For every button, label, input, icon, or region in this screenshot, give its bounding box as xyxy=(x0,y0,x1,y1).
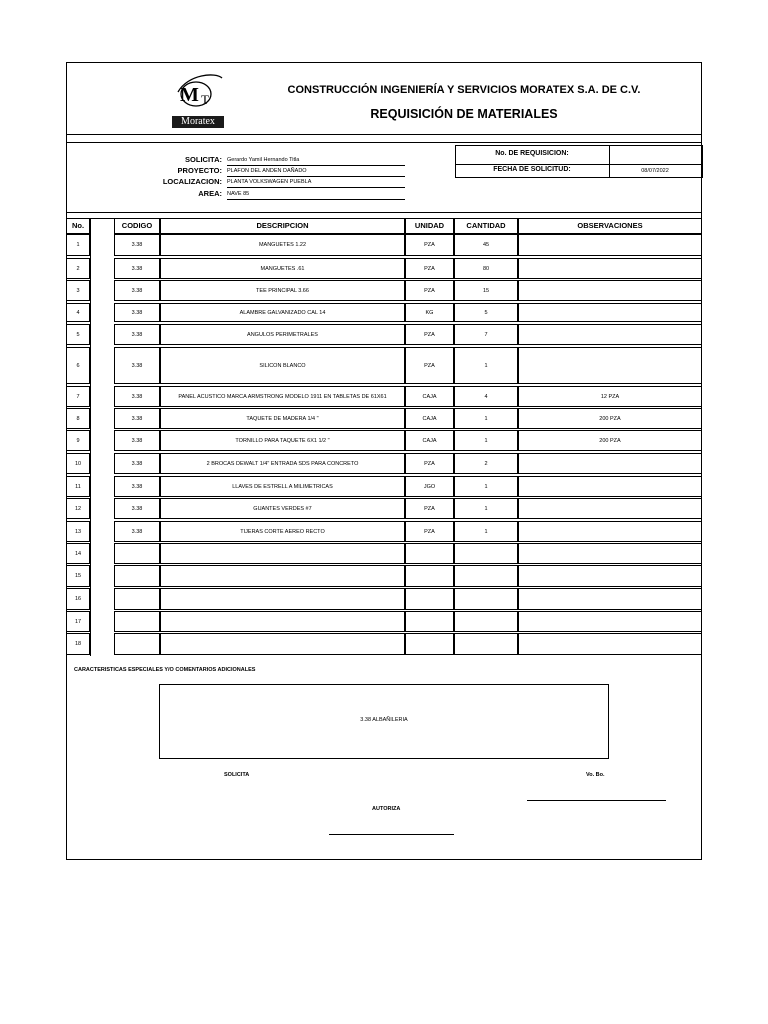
row-number: 4 xyxy=(76,310,80,316)
row-number: 12 xyxy=(74,506,82,512)
row-descripcion: SILICON BLANCO xyxy=(259,363,306,369)
request-date-label: FECHA DE SOLICITUD: xyxy=(493,166,571,173)
row-descripcion: ANGULOS PERIMETRALES xyxy=(247,332,318,338)
row-unidad: KG xyxy=(425,310,434,316)
row-number: 9 xyxy=(76,438,80,444)
table-cell-box xyxy=(160,543,405,564)
table-cell-box xyxy=(405,565,454,587)
table-cell-box xyxy=(114,543,160,564)
row-unidad: PZA xyxy=(424,242,435,248)
col-header-unidad: UNIDAD xyxy=(414,221,445,230)
table-cell-box xyxy=(454,633,518,655)
header-divider xyxy=(66,134,702,135)
row-descripcion: 2 BROCAS DEWALT 1/4" ENTRADA SDS PARA CONCRETO xyxy=(206,461,359,467)
proyecto-label: PROYECTO: xyxy=(177,166,222,175)
row-descripcion: PANEL ACUSTICO MARCA ARMSTRONG MODELO 1911 EN TABLETAS DE 61X61 xyxy=(178,394,387,400)
row-codigo: 3.38 xyxy=(131,266,143,272)
row-unidad: PZA xyxy=(424,506,435,512)
table-cell-box xyxy=(405,543,454,564)
row-cantidad: 1 xyxy=(484,363,488,369)
row-number: 6 xyxy=(76,363,80,369)
signature-autoriza-line xyxy=(329,834,454,835)
row-cantidad: 1 xyxy=(484,484,488,490)
row-descripcion: ALAMBRE GALVANIZADO CAL 14 xyxy=(239,310,326,316)
request-date-value: 08/07/2022 xyxy=(641,168,669,174)
area-value: NAVE 85 xyxy=(227,190,405,200)
table-cell-box xyxy=(454,611,518,632)
table-cell-box xyxy=(160,633,405,655)
comments-text: 3.38 ALBAÑILERIA xyxy=(360,717,408,723)
col-header-no: No. xyxy=(71,221,85,230)
signature-solicita-label: SOLICITA xyxy=(224,772,250,778)
header-cell-box xyxy=(454,218,518,234)
table-cell-box xyxy=(518,521,702,542)
row-unidad: PZA xyxy=(424,461,435,467)
row-number: 2 xyxy=(76,266,80,272)
row-codigo: 3.38 xyxy=(131,416,143,422)
row-number: 13 xyxy=(74,529,82,535)
table-cell-box xyxy=(454,565,518,587)
header-divider-2 xyxy=(66,142,702,143)
row-cantidad: 1 xyxy=(484,438,488,444)
row-number: 8 xyxy=(76,416,80,422)
row-cantidad: 1 xyxy=(484,506,488,512)
row-unidad: PZA xyxy=(424,266,435,272)
header-cell-box xyxy=(518,218,702,234)
requisition-box-divider xyxy=(455,164,702,165)
row-codigo: 3.38 xyxy=(131,310,143,316)
header-cell-box xyxy=(160,218,405,234)
row-unidad: PZA xyxy=(424,363,435,369)
row-observaciones: 200 PZA xyxy=(599,438,621,444)
row-number: 14 xyxy=(74,551,82,557)
row-codigo: 3.38 xyxy=(131,506,143,512)
row-number: 11 xyxy=(75,484,81,490)
table-cell-box xyxy=(160,565,405,587)
row-cantidad: 5 xyxy=(484,310,488,316)
row-unidad: PZA xyxy=(424,332,435,338)
row-descripcion: GUANTES VERDES #7 xyxy=(253,506,312,512)
table-cell-box xyxy=(405,611,454,632)
row-cantidad: 1 xyxy=(484,416,488,422)
row-codigo: 3.38 xyxy=(131,288,143,294)
table-cell-box xyxy=(518,633,702,655)
signature-autoriza-label: AUTORIZA xyxy=(372,806,401,812)
table-cell-box xyxy=(518,234,702,256)
table-cell-box xyxy=(114,565,160,587)
row-descripcion: TEE PRINCIPAL 3.66 xyxy=(256,288,309,294)
table-cell-box xyxy=(114,588,160,610)
solicita-value: Gerardo Yamil Hernando Titla xyxy=(227,156,405,166)
row-number: 7 xyxy=(76,394,80,400)
table-cell-box xyxy=(518,347,702,384)
row-number: 17 xyxy=(74,619,82,625)
svg-text:M: M xyxy=(180,84,199,106)
table-cell-box xyxy=(405,633,454,655)
row-descripcion: LLAVES DE ESTRELL A MILIMETRICAS xyxy=(232,484,333,490)
table-cell-box xyxy=(518,303,702,322)
table-cell-box xyxy=(518,476,702,497)
svg-text:T: T xyxy=(201,92,209,107)
header-cell-box xyxy=(66,218,90,234)
row-descripcion: MANGUETES .61 xyxy=(260,266,305,272)
row-cantidad: 45 xyxy=(482,242,490,248)
table-cell-box xyxy=(518,324,702,345)
header-cell-box xyxy=(405,218,454,234)
row-cantidad: 2 xyxy=(484,461,488,467)
row-codigo: 3.38 xyxy=(131,529,143,535)
table-cell-box xyxy=(518,611,702,632)
table-cell-box xyxy=(518,258,702,279)
row-number: 15 xyxy=(74,573,82,579)
row-unidad: PZA xyxy=(424,529,435,535)
table-cell-box xyxy=(518,453,702,474)
row-codigo: 3.38 xyxy=(131,363,143,369)
row-unidad: CAJA xyxy=(422,394,437,400)
row-cantidad: 80 xyxy=(482,266,490,272)
table-cell-box xyxy=(518,565,702,587)
table-cell-box xyxy=(454,588,518,610)
requisition-box-vdivider xyxy=(609,145,610,177)
row-codigo: 3.38 xyxy=(131,242,143,248)
table-cell-box xyxy=(518,543,702,564)
row-codigo: 3.38 xyxy=(131,484,143,490)
col-header-cantidad: CANTIDAD xyxy=(466,221,506,230)
row-unidad: CAJA xyxy=(422,438,437,444)
header-cell-box xyxy=(114,218,160,234)
col-header-descripcion: DESCRIPCION xyxy=(256,221,309,230)
table-cell-box xyxy=(454,543,518,564)
row-number: 1 xyxy=(76,242,80,248)
row-descripcion: MANGUETES 1.22 xyxy=(258,242,307,248)
row-observaciones: 200 PZA xyxy=(599,416,621,422)
row-codigo: 3.38 xyxy=(131,394,143,400)
row-descripcion: TIJERAS CORTE AEREO RECTO xyxy=(240,529,325,535)
row-unidad: PZA xyxy=(424,288,435,294)
signature-vobo-label: Vo. Bo. xyxy=(586,772,605,778)
row-cantidad: 7 xyxy=(484,332,488,338)
row-descripcion: TAQUETE DE MADERA 1/4 " xyxy=(246,416,319,422)
area-label: AREA: xyxy=(198,189,222,198)
row-unidad: CAJA xyxy=(422,416,437,422)
row-number: 5 xyxy=(76,332,80,338)
table-cell-box xyxy=(160,611,405,632)
col-divider xyxy=(90,218,91,656)
company-name: CONSTRUCCIÓN INGENIERÍA Y SERVICIOS MORATEX S.A. DE C.V. xyxy=(287,84,641,96)
table-cell-box xyxy=(518,498,702,519)
row-cantidad: 15 xyxy=(482,288,490,294)
row-unidad: JGO xyxy=(423,484,436,490)
row-number: 18 xyxy=(74,641,82,647)
col-header-codigo: CODIGO xyxy=(121,221,153,230)
localizacion-label: LOCALIZACION: xyxy=(162,177,222,186)
row-descripcion: TORNILLO PARA TAQUETE 6X1 1/2 " xyxy=(235,438,330,444)
solicita-label: SOLICITA: xyxy=(185,155,222,164)
table-top-line xyxy=(66,212,702,213)
proyecto-value: PLAFON DEL ANDEN DAÑADO xyxy=(227,167,405,177)
comments-label: CARACTERISTICAS ESPECIALES Y/O COMENTARIOS ADICIONALES xyxy=(74,667,256,673)
col-header-observaciones: OBSERVACIONES xyxy=(577,221,643,230)
logo-text: Moratex xyxy=(181,116,215,127)
table-cell-box xyxy=(114,611,160,632)
row-codigo: 3.38 xyxy=(131,438,143,444)
row-number: 16 xyxy=(74,596,82,602)
row-cantidad: 4 xyxy=(484,394,488,400)
row-codigo: 3.38 xyxy=(131,461,143,467)
table-cell-box xyxy=(160,588,405,610)
signature-vobo-line xyxy=(527,800,666,801)
row-cantidad: 1 xyxy=(484,529,488,535)
row-number: 10 xyxy=(74,461,82,467)
document-title: REQUISICIÓN DE MATERIALES xyxy=(370,107,558,121)
row-observaciones: 12 PZA xyxy=(600,394,620,400)
localizacion-value: PLANTA VOLKSWAGEN PUEBLA xyxy=(227,178,405,188)
table-cell-box xyxy=(405,588,454,610)
row-number: 3 xyxy=(76,288,80,294)
requisition-number-label: No. DE REQUISICION: xyxy=(495,150,569,157)
table-cell-box xyxy=(518,280,702,301)
table-cell-box xyxy=(114,633,160,655)
row-codigo: 3.38 xyxy=(131,332,143,338)
table-cell-box xyxy=(518,588,702,610)
